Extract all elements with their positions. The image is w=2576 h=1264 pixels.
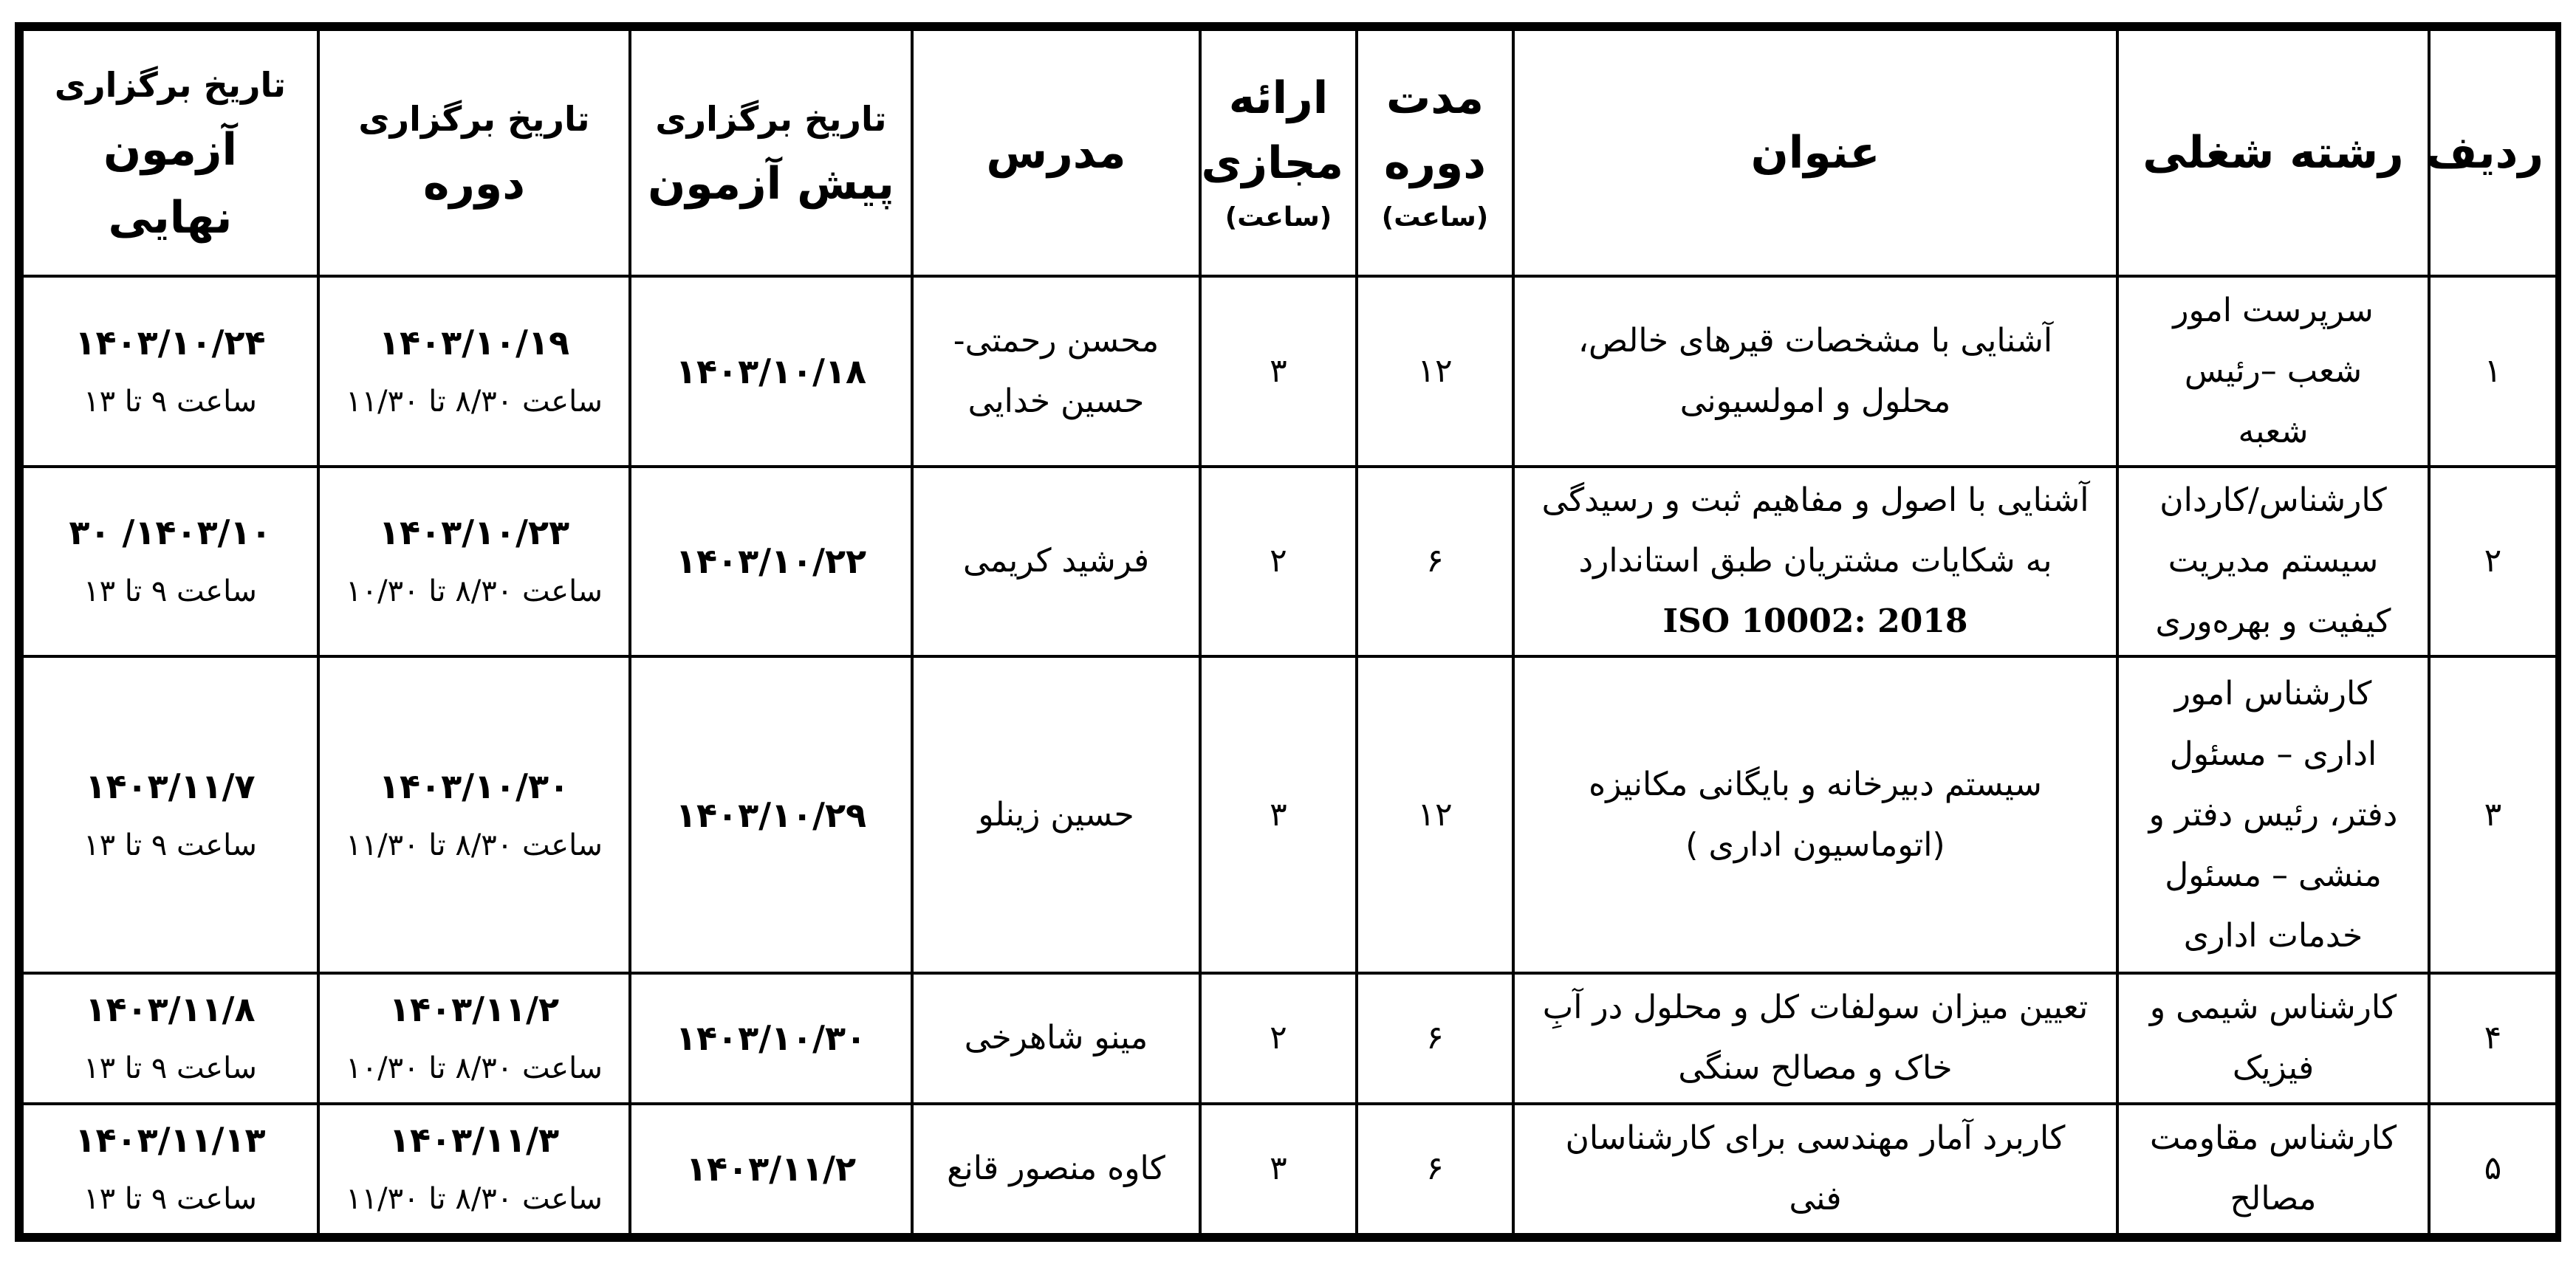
header-pretest-date: تاریخ برگزاری پیش آزمون [630,30,912,276]
duration-cell: ۶ [1357,973,1513,1104]
final-exam-date-cell: ۱۴۰۳/۱۱/۸ ساعت ۹ تا ۱۳ [22,973,318,1104]
final-exam-date-cell: ۱۴۰۳/۱۰/۲۴ ساعت ۹ تا ۱۳ [22,276,318,467]
instructor-cell: حسین زینلو [912,656,1200,973]
pretest-date-cell: ۱۴۰۳/۱۰/۲۹ [630,656,912,973]
header-duration: مدت دوره (ساعت) [1357,30,1513,276]
duration-cell: ۶ [1357,1104,1513,1234]
table-row [22,1104,2557,1234]
job-field-cell: سرپرست امور شعب –رئیس شعبه [2117,276,2429,467]
job-field-cell: کارشناس/کاردان سیستم مدیریت کیفیت و بهره‌وری [2117,467,2429,657]
table-row [22,656,2557,973]
job-field-cell: کارشناس شیمی و فیزیک [2117,973,2429,1104]
pretest-date-cell: ۱۴۰۳/۱۰/۱۸ [630,276,912,467]
course-title-cell: سیستم دبیرخانه و بایگانی مکانیزه (اتوماسیون اداری ) [1513,656,2117,973]
virtual-hours-cell: ۲ [1200,467,1357,657]
final-exam-date-cell: ۱۴۰۳/۱۱/۱۳ ساعت ۹ تا ۱۳ [22,1104,318,1234]
instructor-cell: فرشید کریمی [912,467,1200,657]
course-date-cell: ۱۴۰۳/۱۰/۳۰ ساعت ۸/۳۰ تا ۱۱/۳۰ [318,656,630,973]
job-field-cell: کارشناس مقاومت مصالح [2117,1104,2429,1234]
course-schedule-table [21,28,2558,1236]
virtual-hours-cell: ۳ [1200,276,1357,467]
row-number: ۲ [2429,467,2557,657]
course-date-cell: ۱۴۰۳/۱۱/۳ ساعت ۸/۳۰ تا ۱۱/۳۰ [318,1104,630,1234]
duration-cell: ۶ [1357,467,1513,657]
table-row [22,276,2557,467]
header-job-field: رشته شغلی [2117,30,2429,276]
course-title-cell: آشنایی با مشخصات قیرهای خالص، محلول و امولسیونی [1513,276,2117,467]
course-schedule-document [15,22,2561,1242]
course-title-cell: تعیین میزان سولفات کل و محلول در آبِ خاک و مصالح سنگی [1513,973,2117,1104]
header-title: عنوان [1513,30,2117,276]
final-exam-date-cell: ۱۴۰۳/۱۱/۷ ساعت ۹ تا ۱۳ [22,656,318,973]
table-row [22,973,2557,1104]
course-title-cell: کاربرد آمار مهندسی برای کارشناسان فنی [1513,1104,2117,1234]
header-virtual: ارائه مجازی (ساعت) [1200,30,1357,276]
header-final-exam-date: تاریخ برگزاری آزمون نهایی [22,30,318,276]
row-number: ۴ [2429,973,2557,1104]
pretest-date-cell: ۱۴۰۳/۱۰/۳۰ [630,973,912,1104]
course-date-cell: ۱۴۰۳/۱۱/۲ ساعت ۸/۳۰ تا ۱۰/۳۰ [318,973,630,1104]
virtual-hours-cell: ۳ [1200,656,1357,973]
row-number: ۱ [2429,276,2557,467]
duration-cell: ۱۲ [1357,276,1513,467]
pretest-date-cell: ۱۴۰۳/۱۱/۲ [630,1104,912,1234]
header-course-date: تاریخ برگزاری دوره [318,30,630,276]
course-title-cell: آشنایی با اصول و مفاهیم ثبت و رسیدگی به شکایات مشتریان طبق استاندارد ISO 10002: 2018 [1513,467,2117,657]
final-exam-date-cell: ۱۴۰۳/۱۰/ ۳۰ ساعت ۹ تا ۱۳ [22,467,318,657]
instructor-cell: مینو شاهرخی [912,973,1200,1104]
course-date-cell: ۱۴۰۳/۱۰/۲۳ ساعت ۸/۳۰ تا ۱۰/۳۰ [318,467,630,657]
job-field-cell: کارشناس امور اداری – مسئول دفتر، رئیس دفتر و منشی – مسئول خدمات اداری [2117,656,2429,973]
header-row-number: ردیف [2429,30,2557,276]
course-date-cell: ۱۴۰۳/۱۰/۱۹ ساعت ۸/۳۰ تا ۱۱/۳۰ [318,276,630,467]
pretest-date-cell: ۱۴۰۳/۱۰/۲۲ [630,467,912,657]
duration-cell: ۱۲ [1357,656,1513,973]
iso-standard-label: ISO 10002: 2018 [1662,602,1968,641]
instructor-cell: کاوه منصور قانع [912,1104,1200,1234]
header-instructor: مدرس [912,30,1200,276]
table-header-row [22,30,2557,276]
row-number: ۵ [2429,1104,2557,1234]
virtual-hours-cell: ۳ [1200,1104,1357,1234]
virtual-hours-cell: ۲ [1200,973,1357,1104]
row-number: ۳ [2429,656,2557,973]
instructor-cell: محسن رحمتی- حسین خدایی [912,276,1200,467]
table-row [22,467,2557,657]
